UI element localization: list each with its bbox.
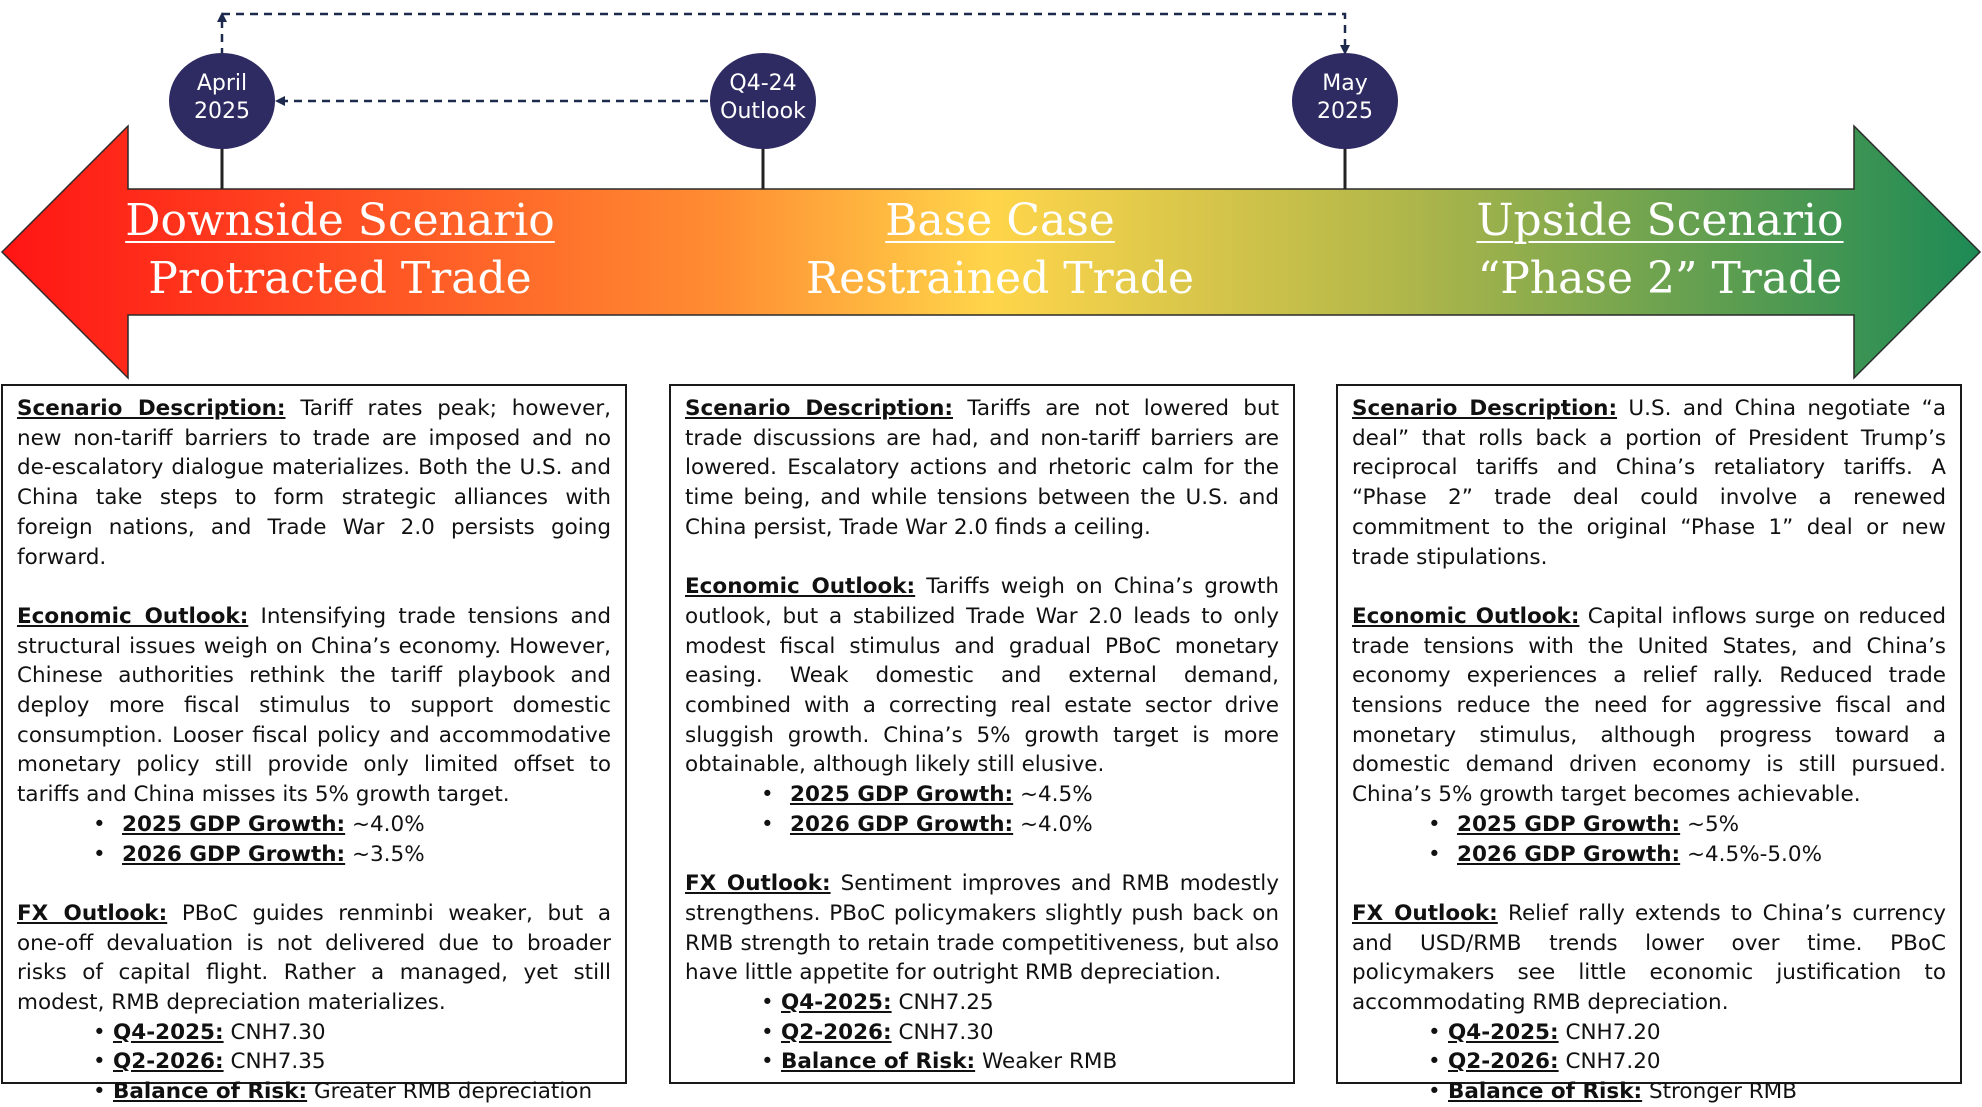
fx-label: Q4-2025: <box>781 990 892 1016</box>
gdp-label: 2025 GDP Growth: <box>790 782 1014 808</box>
description-heading: Scenario Description: <box>685 396 953 421</box>
fx-label: Q4-2025: <box>113 1019 224 1045</box>
list-item <box>17 1018 611 1048</box>
economic-outlook <box>17 602 611 810</box>
fx-text: Relief rally extends to China’s currency and USD/RMB trends lower over time. PBoC policymakers see little economic justification to accommodating RMB depreciation. <box>1352 900 1946 1016</box>
description-text: Tariffs are not lowered but trade discussions are had, and non-tariff barriers are lowered. Escalatory actions and rhetoric calm for the time being, and while tensions between the U.S. and China persist, Trade War 2.0 finds a ceiling. <box>685 396 1279 540</box>
fx-heading: FX Outlook: <box>1352 900 1498 926</box>
scenario-description <box>685 394 1279 543</box>
scenario-subtitle: Protracted Trade War <box>148 253 532 363</box>
list-item <box>17 810 611 840</box>
scenario-description <box>17 394 611 572</box>
fx-value: CNH7.20 <box>1565 1019 1661 1045</box>
economic-outlook <box>1352 602 1946 810</box>
upside-scenario-title <box>1420 192 1900 366</box>
upside-scenario-box <box>1336 384 1962 1105</box>
economic-heading: Economic Outlook: <box>685 574 916 600</box>
base-case-box <box>669 384 1295 1084</box>
fx-outlook <box>1352 899 1946 1018</box>
list-item <box>1352 840 1946 870</box>
scenario-subtitle: “Phase 2” Trade Deal <box>1477 253 1843 363</box>
description-heading: Scenario Description: <box>17 396 286 421</box>
gdp-label: 2026 GDP Growth: <box>122 841 346 867</box>
list-item <box>17 1077 611 1107</box>
scenario-title: Base Case <box>885 195 1115 246</box>
fx-value: CNH7.25 <box>898 990 994 1016</box>
fx-label: Balance of Risk: <box>1448 1079 1643 1105</box>
fx-label: Q2-2026: <box>781 1019 892 1045</box>
fx-value: CNH7.30 <box>230 1019 326 1045</box>
gdp-list <box>1352 810 1946 869</box>
list-item <box>1352 810 1946 840</box>
connector-april-to-may <box>222 14 1345 56</box>
fx-list <box>17 1018 611 1107</box>
fx-value: CNH7.20 <box>1565 1049 1661 1075</box>
scenario-title: Upside Scenario <box>1476 195 1844 246</box>
gdp-list <box>17 810 611 869</box>
fx-list <box>1352 1018 1946 1107</box>
fx-heading: FX Outlook: <box>685 871 831 897</box>
economic-heading: Economic Outlook: <box>17 603 249 629</box>
base-case-title <box>760 192 1240 366</box>
gdp-label: 2025 GDP Growth: <box>122 811 346 837</box>
fx-value: Greater RMB depreciation <box>313 1079 593 1105</box>
downside-scenario-box <box>1 384 627 1105</box>
fx-text: PBoC guides renminbi weaker, but a one-off devaluation is not delivered due to broader risks of capital flight. Rather a managed, yet still modest, RMB depreciation materializes. <box>17 900 611 1016</box>
fx-label: Balance of Risk: <box>781 1049 976 1075</box>
node-label-april-2025: April 2025 <box>194 71 250 124</box>
economic-text: Tariffs weigh on China’s growth outlook, but a stabilized Trade War 2.0 leads to only modest fiscal stimulus and gradual PBoC monetary easing. Weak domestic and external demand, combined with a correcting real estate sector drive sluggish growth. China’s 5% growth target is more obtainable, although likely still elusive. <box>685 574 1280 778</box>
gdp-list <box>685 780 1279 839</box>
fx-label: Q2-2026: <box>1448 1049 1559 1075</box>
gdp-value: ~4.0% <box>1019 811 1093 837</box>
list-item <box>685 810 1279 840</box>
fx-label: Q2-2026: <box>113 1049 224 1075</box>
gdp-label: 2025 GDP Growth: <box>1457 811 1681 837</box>
fx-outlook <box>17 899 611 1018</box>
description-text: U.S. and China negotiate “a deal” that rolls back a portion of President Trump’s reciprocal tariffs and China’s retaliatory tariffs. A “Phase 2” trade deal could involve a renewed commitment to the original “Phase 1” deal or new trade stipulations. <box>1352 396 1946 570</box>
gdp-value: ~4.5%-5.0% <box>1686 841 1822 867</box>
fx-label: Q4-2025: <box>1448 1019 1559 1045</box>
list-item <box>1352 1018 1946 1048</box>
list-item <box>17 840 611 870</box>
gdp-value: ~4.5% <box>1019 782 1093 808</box>
list-item <box>17 1047 611 1077</box>
description-text: Tariff rates peak; however, new non-tariff barriers to trade are imposed and no de-escalatory dialogue materializes. Both the U.S. and China take steps to form strategic alliances with foreign nations, and Trade War 2.0 persists going forward. <box>17 396 611 570</box>
gdp-label: 2026 GDP Growth: <box>1457 841 1681 867</box>
fx-list <box>685 988 1279 1077</box>
node-label-may-2025: May 2025 <box>1317 71 1373 124</box>
list-item <box>685 780 1279 810</box>
scenario-title: Downside Scenario <box>125 195 555 246</box>
description-heading: Scenario Description: <box>1352 396 1618 421</box>
economic-text: Intensifying trade tensions and structural issues weigh on China’s economy. However, Chinese authorities rethink the tariff playbook and deploy more fiscal stimulus to support domestic consumption. Looser fiscal policy and accommodative monetary policy still provide only limited offset to tariffs and China misses its 5% growth target. <box>17 603 611 808</box>
list-item <box>1352 1077 1946 1107</box>
gdp-value: ~5% <box>1686 811 1740 837</box>
downside-scenario-title <box>100 192 580 366</box>
fx-value: Weaker RMB <box>981 1049 1118 1075</box>
economic-outlook <box>685 572 1279 780</box>
fx-value: CNH7.35 <box>230 1049 326 1075</box>
list-item <box>685 1047 1279 1077</box>
scenario-subtitle: Restrained Trade War <box>805 253 1195 363</box>
gdp-value: ~4.0% <box>351 811 425 837</box>
fx-value: CNH7.30 <box>898 1019 994 1045</box>
fx-text: Sentiment improves and RMB modestly strengthens. PBoC policymakers slightly push back on RMB strength to retain trade competitiveness, but also have little appetite for outright RMB depreciation. <box>685 871 1279 986</box>
gdp-label: 2026 GDP Growth: <box>790 811 1014 837</box>
scenario-description <box>1352 394 1946 572</box>
list-item <box>1352 1047 1946 1077</box>
fx-heading: FX Outlook: <box>17 900 168 926</box>
list-item <box>685 1018 1279 1048</box>
economic-heading: Economic Outlook: <box>1352 603 1580 629</box>
fx-value: Stronger RMB <box>1648 1079 1797 1105</box>
node-label-q4-24-outlook: Q4-24 Outlook <box>720 71 806 124</box>
gdp-value: ~3.5% <box>351 841 425 867</box>
economic-text: Capital inflows surge on reduced trade tensions with the United States, and China’s economy experiences a relief rally. Reduced trade tensions reduce the need for aggressive fiscal and monetary stimulus, although progress toward a domestic demand driven economy is still pursued. China’s 5% growth target becomes achievable. <box>1352 603 1946 808</box>
fx-outlook <box>685 869 1279 988</box>
fx-label: Balance of Risk: <box>113 1079 308 1105</box>
list-item <box>685 988 1279 1018</box>
